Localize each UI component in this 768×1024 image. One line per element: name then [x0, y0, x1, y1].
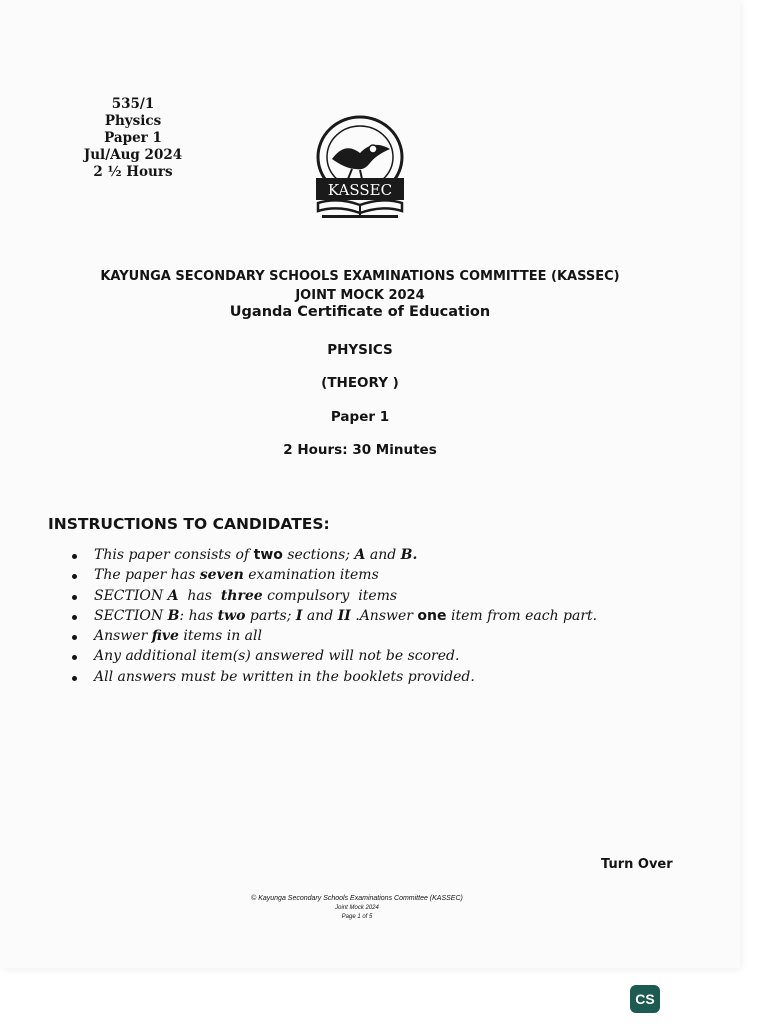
instruction-item: SECTION B: has two parts; I and II .Answer one item from each part.	[70, 606, 597, 626]
kassec-logo-icon	[310, 115, 410, 221]
paper-code: 535/1	[111, 96, 155, 112]
mock-title: JOINT MOCK 2024	[295, 288, 425, 303]
footer-mock: Joint Mock 2024	[335, 905, 379, 911]
subject-title: PHYSICS	[327, 342, 393, 358]
instruction-item: Answer five items in all	[70, 626, 597, 646]
paper-info-block	[78, 96, 188, 181]
committee-title: KAYUNGA SECONDARY SCHOOLS EXAMINATIONS COMMITTEE (KASSEC)	[100, 269, 620, 284]
instruction-item: This paper consists of two sections; A and B.	[70, 545, 597, 565]
turn-over-label: Turn Over	[601, 857, 673, 872]
paper-number: Paper 1	[104, 130, 162, 146]
instruction-item: The paper has seven examination items	[70, 565, 597, 585]
camscanner-badge-icon: CS	[630, 985, 660, 1013]
footer-page-number: Page 1 of 5	[341, 914, 373, 920]
certificate-title: Uganda Certificate of Education	[229, 304, 491, 320]
duration-title: 2 Hours: 30 Minutes	[283, 442, 437, 458]
paper-number-title: Paper 1	[330, 409, 390, 425]
paper-duration: 2 ½ Hours	[93, 164, 173, 180]
instruction-item: All answers must be written in the booklets provided.	[70, 667, 597, 687]
instruction-item: SECTION A has three compulsory items	[70, 586, 597, 606]
instruction-item: Any additional item(s) answered will not be scored.	[70, 646, 597, 666]
paper-subject: Physics	[104, 113, 162, 129]
instructions-list	[70, 545, 597, 687]
paper-type: (THEORY )	[321, 375, 399, 391]
logo-text: KASSEC	[327, 181, 393, 199]
footer-copyright: © Kayunga Secondary Schools Examinations Committee (KASSEC)	[251, 895, 463, 902]
paper-session: Jul/Aug 2024	[83, 147, 183, 163]
instructions-title: INSTRUCTIONS TO CANDIDATES:	[48, 515, 330, 533]
